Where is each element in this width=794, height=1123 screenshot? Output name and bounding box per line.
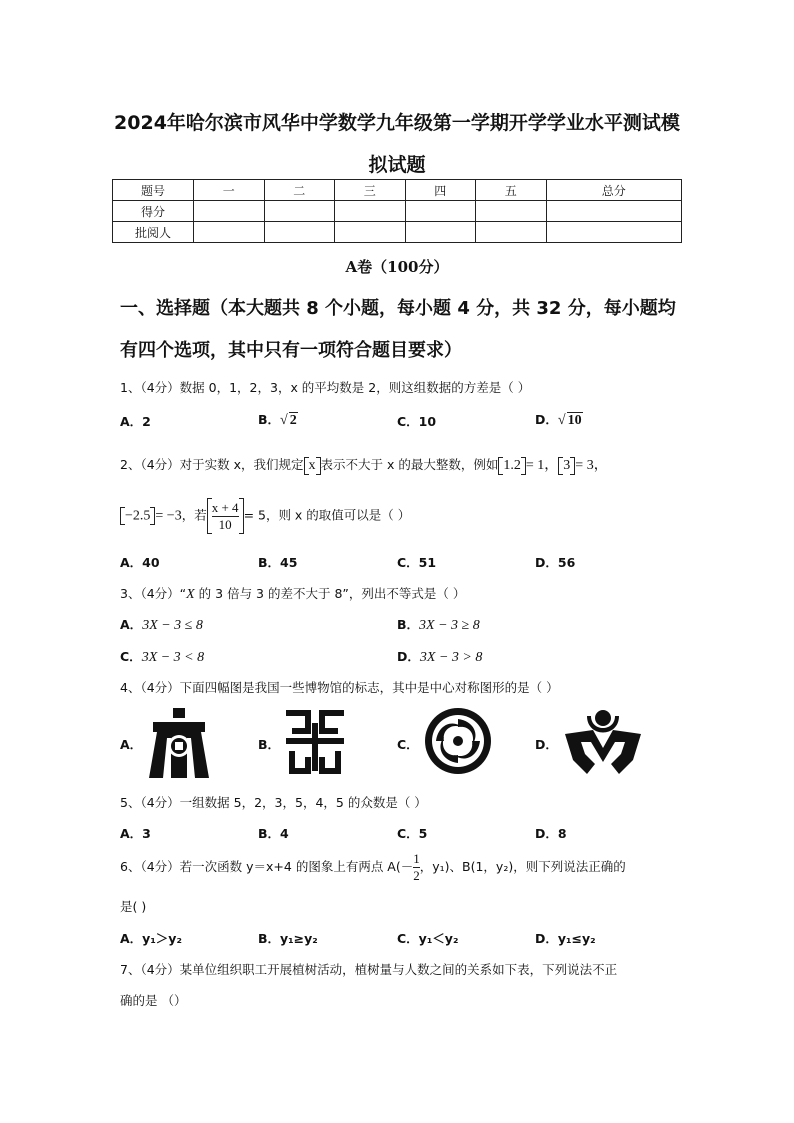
museum-logo-a-image [147, 708, 211, 778]
score-cell [476, 222, 547, 243]
q2-example1: 1.2 [503, 458, 521, 473]
q2-example2: 3 [563, 458, 571, 473]
q2-stem-line1 [120, 454, 608, 475]
score-row [113, 201, 682, 222]
q3-option-label: C． [120, 649, 142, 664]
q6-option-d: D．y₁≤y₂ [535, 931, 596, 946]
q2-example3: −2.5 [125, 508, 151, 524]
q2-text: 表示不大于 x 的最大整数，例如 [320, 457, 499, 472]
score-row-label: 得分 [113, 201, 194, 222]
score-header-cell: 总分 [546, 180, 682, 201]
score-cell [194, 222, 265, 243]
q3-option-label: D． [397, 649, 420, 664]
q5-option-c: C．5 [397, 826, 428, 841]
museum-logo-b-image [282, 709, 348, 775]
q6-option-a: A．y₁＞y₂ [120, 931, 182, 946]
q6-text: 6、（4分）若一次函数 y＝x+4 的图象上有两点 A(－ [120, 859, 414, 874]
q6-option-b: B．y₁≥y₂ [258, 931, 318, 946]
q5-stem: 5、（4分）一组数据 5，2，3，5，4，5 的众数是（ ） [120, 795, 427, 810]
q2-option-d: D．56 [535, 555, 576, 570]
q3-option-c-expr: 3X − 3 < 8 [141, 650, 205, 665]
q4-stem: 4、（4分）下面四幅图是我国一些博物馆的标志，其中是中心对称图形的是（ ） [120, 680, 559, 695]
score-header-cell: 三 [335, 180, 406, 201]
score-cell [264, 222, 335, 243]
score-cell [476, 201, 547, 222]
q3-option-a-expr: 3X − 3 ≤ 8 [142, 618, 203, 633]
score-header-cell: 一 [194, 180, 265, 201]
q7-stem-line1: 7、（4分）某单位组织职工开展植树活动，植树量与人数之间的关系如下表，下列说法不正 [120, 962, 618, 977]
q1-option-d: D．√ 10 [535, 412, 582, 428]
score-cell [405, 222, 476, 243]
q3-text: 的 3 倍与 3 的差不大于 8”，列出不等式是（ ） [194, 586, 466, 601]
q2-fraction-denominator: 10 [218, 516, 232, 532]
q4-option-a-label: A． [120, 737, 143, 752]
q2-example1-result: = 1， [525, 458, 559, 473]
q3-option-d [397, 647, 482, 666]
q3-option-label: A． [120, 617, 143, 632]
q5-option-d: D．8 [535, 826, 567, 841]
q2-text: 2、（4分）对于实数 x，我们规定 [120, 457, 304, 472]
score-header-cell: 二 [264, 180, 335, 201]
q3-variable: X [186, 587, 195, 602]
q6-stem-line2: 是( ) [120, 899, 147, 914]
score-cell [335, 222, 406, 243]
q4-option-c-label: C． [397, 737, 419, 752]
score-cell [264, 201, 335, 222]
score-cell [194, 201, 265, 222]
score-cell [546, 222, 682, 243]
exam-title-line1: 2024年哈尔滨市风华中学数学九年级第一学期开学学业水平测试模 [114, 112, 680, 134]
q1-option-c: C．10 [397, 414, 437, 429]
q2-option-a: A．40 [120, 555, 160, 570]
q2-example3-result: = −3 [155, 508, 182, 524]
q1-option-b-label: B． [258, 412, 281, 427]
score-cell [335, 201, 406, 222]
q1-option-d-radicand: 10 [567, 413, 582, 428]
q6-stem-line1 [120, 851, 626, 884]
q2-condition-text: = 5，则 x 的取值可以是（ ） [243, 507, 411, 523]
q7-stem-line2: 确的是 （） [120, 993, 187, 1008]
q2-stem-line2 [120, 498, 410, 534]
q6-option-c: C．y₁＜y₂ [397, 931, 459, 946]
q3-option-b [397, 615, 480, 634]
q6-fraction-denominator: 2 [413, 868, 420, 883]
q3-option-b-expr: 3X − 3 ≥ 8 [419, 618, 480, 633]
q3-option-d-expr: 3X − 3 > 8 [419, 650, 483, 665]
reviewer-row-label: 批阅人 [113, 222, 194, 243]
q1-option-d-label: D． [535, 412, 558, 427]
q1-option-a: A．2 [120, 414, 151, 429]
score-table [112, 179, 682, 243]
q3-option-a [120, 615, 203, 634]
q2-bracket-x: x [308, 458, 316, 473]
museum-logo-d-image [563, 708, 643, 776]
section1-title-line1: 一、选择题（本大题共 8 个小题，每小题 4 分，共 32 分，每小题均 [120, 298, 676, 319]
part-a-title: A卷（100分） [345, 258, 449, 276]
q2-option-b: B．45 [258, 555, 298, 570]
score-header-cell: 四 [405, 180, 476, 201]
score-table-header-row [113, 180, 682, 201]
q1-stem: 1、（4分）数据 0，1，2，3，x 的平均数是 2，则这组数据的方差是（ ） [120, 380, 531, 395]
q2-fraction [212, 500, 239, 533]
q1-option-b-radicand: 2 [289, 413, 297, 428]
q2-option-c: C．51 [397, 555, 437, 570]
museum-logo-c-image [424, 707, 492, 775]
q4-option-b-label: B． [258, 737, 281, 752]
q3-text: 3、（4分）“ [120, 586, 187, 601]
q3-option-label: B． [397, 617, 420, 632]
exam-title-line2: 拟试题 [368, 154, 426, 176]
section1-title-line2: 有四个选项，其中只有一项符合题目要求） [120, 340, 462, 361]
q4-option-d-label: D． [535, 737, 558, 752]
score-header-cell: 五 [476, 180, 547, 201]
q5-option-b: B．4 [258, 826, 289, 841]
q5-option-a: A．3 [120, 826, 151, 841]
reviewer-row [113, 222, 682, 243]
q1-option-b: B．√ 2 [258, 412, 297, 428]
q6-fraction-numerator: 1 [413, 851, 420, 866]
q3-option-c [120, 647, 204, 666]
q2-fraction-numerator: x + 4 [211, 499, 239, 515]
q2-example2-result: = 3， [575, 458, 608, 473]
score-cell [405, 201, 476, 222]
score-header-cell: 题号 [113, 180, 194, 201]
q6-text: ，y₁)、B(1，y₂)，则下列说法正确的 [419, 859, 626, 874]
score-cell [546, 201, 682, 222]
q2-text: ，若 [181, 507, 207, 523]
q3-stem [120, 584, 465, 603]
